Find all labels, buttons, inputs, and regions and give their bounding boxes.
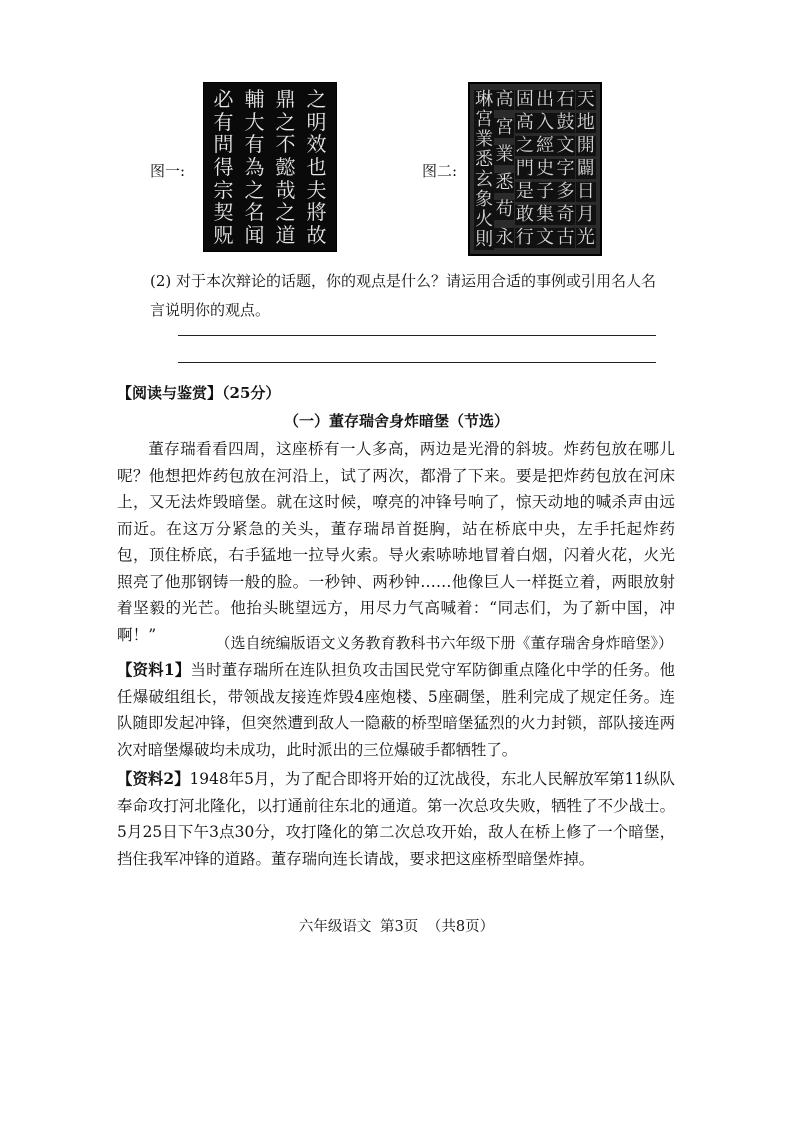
figure-2-character: 鼓 — [556, 112, 575, 133]
figure-1-character: 必 — [213, 87, 234, 111]
figure-2-character: 史 — [536, 158, 555, 179]
figure-1-column — [214, 89, 234, 245]
figure-2-character: 門 — [515, 158, 534, 179]
figure-1-character: 契 — [213, 200, 234, 225]
figure-2-character: 子 — [536, 181, 555, 202]
figure-2-column — [474, 90, 494, 248]
material-2-text: 1948年5月，为了配合即将开始的辽沈战役，东北人民解放军第11纵队奉命攻打河北隆化，以打通前往东北的通道。第一次总攻失败，牺牲了不少战士。5月25日下午3点30分，攻打隆化的第二次总攻开始，敌人在桥上修了一个暗堡，挡住我军冲锋的道路。董存瑞向连长请战，要求把这座桥型暗堡炸掉。 — [117, 770, 675, 868]
figure-1-character: 明 — [306, 109, 327, 134]
figure-1-column — [245, 89, 265, 245]
figure-1-label: 图一: — [150, 162, 186, 180]
figure-1-character: 懿 — [275, 154, 296, 179]
figure-1-character: 宗 — [213, 177, 234, 202]
figure-2-character: 業 — [495, 144, 514, 166]
figure-1-column — [276, 89, 296, 245]
figure-1-character: 贶 — [213, 222, 234, 247]
figure-2-label: 图二: — [422, 162, 458, 180]
material-2 — [117, 766, 675, 872]
figure-1-character: 問 — [213, 132, 234, 157]
figure-2-column — [576, 90, 596, 248]
figure-2-character: 多 — [556, 181, 575, 202]
passage-source: （选自统编版语文义务教育教科书六年级下册《董存瑞舍身炸暗堡》） — [215, 634, 673, 652]
figure-1-column — [307, 89, 327, 245]
figure-2-character: 文 — [536, 227, 555, 248]
figure-2-column — [555, 90, 575, 248]
figure-1-character: 名 — [244, 200, 265, 225]
figure-2-character: 業 — [475, 129, 494, 150]
question-number: (2) — [150, 272, 172, 290]
question-text: 对于本次辩论的话题，你的观点是什么？请运用合适的事例或引用名人名言说明你的观点。 — [150, 272, 657, 319]
figure-1-character: 有 — [213, 109, 234, 134]
passage-title: （一）董存瑞舍身炸暗堡（节选） — [283, 412, 509, 430]
figure-1-character: 得 — [213, 154, 234, 179]
figure-2-character: 月 — [576, 204, 595, 225]
figure-1-calligraphy-rubbing — [203, 82, 337, 252]
figure-2-character: 古 — [556, 227, 575, 248]
material-1-text: 当时董存瑞所在连队担负攻击国民党守军防御重点隆化中学的任务。他任爆破组组长，带领战友接连炸毁4座炮楼、5座碉堡，胜利完成了规定任务。连队随即发起冲锋，但突然遭到敌人一隐蔽的桥型暗堡猛烈的火力封锁，部队接连两次对暗堡爆破均未成功，此时派出的三位爆破手都牺牲了。 — [117, 661, 675, 759]
figure-2-character: 光 — [576, 227, 595, 248]
figure-2-character: 出 — [536, 89, 555, 110]
figure-1-character: 之 — [244, 177, 265, 202]
figure-1-character: 故 — [306, 222, 327, 247]
figure-2-character: 奇 — [556, 204, 575, 225]
figure-1-character: 為 — [244, 154, 265, 179]
figure-2-character: 經 — [536, 135, 555, 156]
figure-2-character: 敢 — [515, 204, 534, 225]
figure-2-character: 高 — [515, 112, 534, 133]
figure-2-calligraphy-rubbing — [468, 82, 602, 256]
figure-2-character: 火 — [475, 209, 494, 230]
figure-2-character: 入 — [536, 112, 555, 133]
figure-2-character: 宮 — [495, 116, 514, 138]
figure-1-character: 大 — [244, 109, 265, 134]
figure-2-character: 象 — [475, 189, 494, 210]
material-1-tag: 【资料1】 — [117, 661, 191, 679]
figure-2-character: 日 — [576, 181, 595, 202]
answer-line-1[interactable] — [178, 335, 656, 336]
figure-2-character: 琳 — [475, 89, 494, 110]
figure-1-character: 之 — [275, 109, 296, 134]
material-2-tag: 【资料2】 — [117, 770, 190, 788]
figure-2-column — [494, 90, 514, 248]
figure-2-character: 固 — [515, 89, 534, 110]
figure-2-character: 悉 — [475, 149, 494, 170]
material-1 — [117, 657, 675, 763]
figure-1-character: 不 — [275, 132, 296, 157]
figure-1-character: 效 — [306, 132, 327, 157]
figure-1-character: 有 — [244, 132, 265, 157]
question-2 — [150, 267, 670, 325]
figure-2-character: 集 — [536, 204, 555, 225]
figure-2-character: 文 — [556, 135, 575, 156]
figure-2-character: 天 — [576, 89, 595, 110]
page-footer: 六年级语文 第3页 （共8页） — [298, 919, 495, 935]
figure-2-character: 則 — [475, 229, 494, 250]
figure-1-character: 也 — [306, 154, 327, 179]
figure-2-column — [515, 90, 535, 248]
figure-2-character: 玄 — [475, 169, 494, 190]
figure-2-character: 是 — [515, 181, 534, 202]
figure-2-character: 行 — [515, 227, 534, 248]
figure-2-character: 闢 — [576, 158, 595, 179]
figure-2-character: 石 — [556, 89, 575, 110]
figure-1-character: 哉 — [275, 177, 296, 202]
figure-1-character: 將 — [306, 200, 327, 225]
figure-1-character: 道 — [275, 222, 296, 247]
figure-1-character: 鼎 — [275, 87, 296, 111]
figure-2-character: 永 — [495, 226, 514, 248]
figure-2-column — [535, 90, 555, 248]
figure-2-character: 字 — [556, 158, 575, 179]
figure-2-character: 苟 — [495, 199, 514, 221]
figure-1-character: 之 — [306, 87, 327, 111]
figure-1-character: 輔 — [244, 87, 265, 111]
figure-2-character: 宮 — [475, 109, 494, 130]
answer-line-2[interactable] — [178, 362, 656, 363]
figure-2-character: 高 — [495, 89, 514, 110]
figure-2-character: 地 — [576, 112, 595, 133]
figure-1-character: 闻 — [244, 222, 265, 247]
figure-2-character: 開 — [576, 135, 595, 156]
figure-2-character: 悉 — [495, 171, 514, 193]
figure-1-character: 夫 — [306, 177, 327, 202]
section-heading: 【阅读与鉴赏】（25分） — [117, 384, 281, 402]
figure-2-character: 之 — [515, 135, 534, 156]
passage-text: 董存瑞看看四周，这座桥有一人多高，两边是光滑的斜坡。炸药包放在哪儿呢？他想把炸药包放在河沿上，试了两次，都滑了下来。要是把炸药包放在河床上，又无法炸毁暗堡。就在这时候，嘹亮的冲锋号响了，惊天动地的喊杀声由远而近。在这万分紧急的关头，董存瑞昂首挺胸，站在桥底中央，左手托起炸药包，顶住桥底，右手猛地一拉导火索。导火索哧哧地冒着白烟，闪着火花，火光照亮了他那钢铸一般的脸。一秒钟、两秒钟……他像巨人一样挺立着，两眼放射着坚毅的光芒。他抬头眺望远方，用尽力气高喊着：“同志们，为了新中国，冲啊！” — [117, 440, 675, 644]
figure-1-character: 之 — [275, 200, 296, 225]
